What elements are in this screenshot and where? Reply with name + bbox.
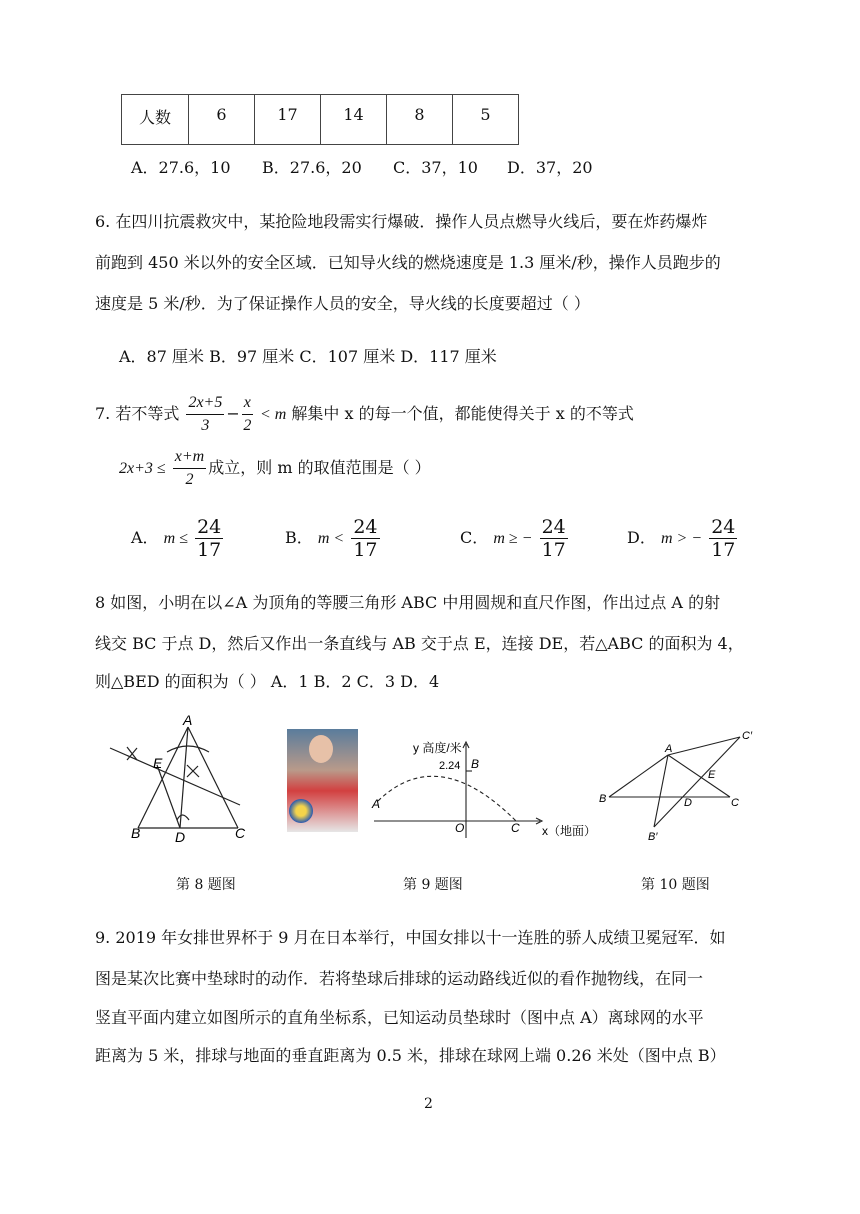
q7-left-expression: 2x+3 ≤ — [119, 460, 166, 477]
q7-line-2 — [119, 446, 431, 491]
q9-line-3: 竖直平面内建立如图所示的直角坐标系，已知运动员垫球时（图中点 A）离球网的水平 — [95, 1008, 704, 1027]
point-label: E — [708, 769, 716, 781]
point-label: C — [731, 797, 739, 809]
q8-line-2: 线交 BC 于点 D，然后又作出一条直线与 AB 交于点 E，连接 DE，若△ABC 的面积为 4， — [95, 634, 744, 653]
q7-fraction-2 — [242, 392, 253, 437]
fraction-numerator: 24 — [353, 516, 378, 538]
fraction-numerator: 24 — [711, 516, 736, 538]
option-letter: D． — [627, 528, 656, 547]
fraction-denominator: 2 — [243, 417, 252, 434]
less-than-m: < m — [259, 406, 287, 423]
q6-line-2: 前跑到 450 米以外的安全区域．已知导火线的燃烧速度是 1.3 厘米/秒，操作人员跑步的 — [95, 253, 721, 272]
q6-line-1: 6. 在四川抗震救灾中，某抢险地段需实行爆破．操作人员点燃导火线后，要在炸药爆炸 — [95, 212, 708, 231]
volleyball-player-photo — [287, 729, 358, 832]
fraction-numerator: 24 — [541, 516, 566, 538]
point-label: D — [684, 797, 692, 809]
point-label: A — [665, 743, 673, 755]
point-label: B — [599, 793, 607, 805]
q7-option-a — [131, 516, 225, 561]
point-label: C′ — [742, 730, 753, 742]
option-letter: B． — [285, 528, 313, 547]
page-number: 2 — [424, 1096, 433, 1112]
option-fraction — [709, 516, 737, 561]
figure-8-diagram — [105, 710, 265, 845]
volleyball-icon — [289, 799, 313, 823]
x-axis-label: x（地面） — [542, 824, 597, 838]
option-fraction — [195, 516, 223, 561]
table-header-cell: 人数 — [122, 95, 189, 145]
figure-9-diagram — [368, 738, 600, 840]
fraction-denominator: 17 — [541, 539, 566, 561]
table-cell: 5 — [453, 95, 519, 145]
table-cell: 8 — [387, 95, 453, 145]
q7-option-b — [285, 516, 382, 561]
table-cell: 14 — [321, 95, 387, 145]
q5-option-c: C．37，10 — [393, 158, 478, 177]
fraction-numerator: 2x+5 — [186, 392, 224, 415]
point-label: A — [183, 712, 193, 728]
fraction-numerator: 24 — [197, 516, 222, 538]
y-axis-label: y 高度/米 — [413, 741, 462, 755]
minus-sign: − — [226, 404, 240, 423]
figure-10-diagram — [592, 727, 760, 847]
q5-option-d: D．37，20 — [507, 158, 593, 177]
q5-option-b: B．27.6，20 — [262, 158, 362, 177]
q9-line-4: 距离为 5 米，排球与地面的垂直距离为 0.5 米，排球在球网上端 0.26 米处（图中点 B） — [95, 1046, 726, 1065]
table-row — [122, 95, 519, 145]
option-relation: m ≥ − — [493, 530, 533, 547]
option-relation: m ≤ — [163, 530, 188, 547]
option-relation: m < — [317, 530, 345, 547]
figure-10-caption: 第 10 题图 — [641, 877, 710, 893]
point-label: A — [372, 797, 381, 811]
point-label: B — [131, 825, 141, 841]
point-label: C — [511, 821, 520, 835]
q7-option-d — [627, 516, 739, 561]
origin-label: O — [455, 821, 465, 835]
height-value-label: 2.24 — [439, 760, 461, 772]
figure-8-caption: 第 8 题图 — [176, 877, 236, 893]
q7-line-1 — [95, 392, 634, 437]
q5-option-a: A．27.6，10 — [131, 158, 231, 177]
figure-9-caption: 第 9 题图 — [403, 877, 463, 893]
q6-options: A．87 厘米 B．97 厘米 C．107 厘米 D．117 厘米 — [119, 347, 497, 366]
option-letter: A． — [131, 528, 159, 547]
fraction-denominator: 17 — [353, 539, 378, 561]
fraction-numerator: x+m — [173, 446, 206, 469]
q7-fraction-3 — [173, 446, 206, 491]
fraction-denominator: 2 — [185, 471, 194, 488]
q7-line-2-suffix: 成立，则 m 的取值范围是（ ） — [208, 458, 431, 477]
q8-line-3: 则△BED 的面积为（ ） A．1 B．2 C．3 D．4 — [95, 672, 440, 691]
option-fraction — [540, 516, 568, 561]
fraction-denominator: 17 — [197, 539, 222, 561]
q9-line-2: 图是某次比赛中垫球时的动作．若将垫球后排球的运动路线近似的看作抛物线，在同一 — [95, 969, 704, 988]
point-label: B′ — [648, 831, 658, 843]
fraction-denominator: 3 — [201, 417, 210, 434]
option-fraction — [351, 516, 379, 561]
player-head-shape — [309, 735, 333, 763]
point-label: B — [471, 757, 480, 771]
point-label: C — [235, 825, 246, 841]
point-label: D — [175, 829, 186, 845]
q7-suffix: 解集中 x 的每一个值，都能使得关于 x 的不等式 — [291, 404, 634, 423]
table-cell: 6 — [189, 95, 255, 145]
data-table — [121, 94, 519, 145]
table-cell: 17 — [255, 95, 321, 145]
option-relation: m > − — [660, 530, 703, 547]
point-label: E — [153, 755, 163, 771]
q7-fraction-1 — [186, 392, 224, 437]
q6-line-3: 速度是 5 米/秒．为了保证操作人员的安全，导火线的长度要超过（ ） — [95, 294, 590, 313]
fraction-denominator: 17 — [711, 539, 736, 561]
fraction-numerator: x — [242, 392, 253, 415]
q7-prefix: 7. 若不等式 — [95, 404, 180, 423]
q7-option-c — [460, 516, 570, 561]
q8-line-1: 8 如图，小明在以∠A 为顶角的等腰三角形 ABC 中用圆规和直尺作图，作出过点 A 的射 — [95, 593, 721, 612]
option-letter: C． — [460, 528, 489, 547]
q9-line-1: 9. 2019 年女排世界杯于 9 月在日本举行，中国女排以十一连胜的骄人成绩卫冕冠军．如 — [95, 928, 726, 947]
